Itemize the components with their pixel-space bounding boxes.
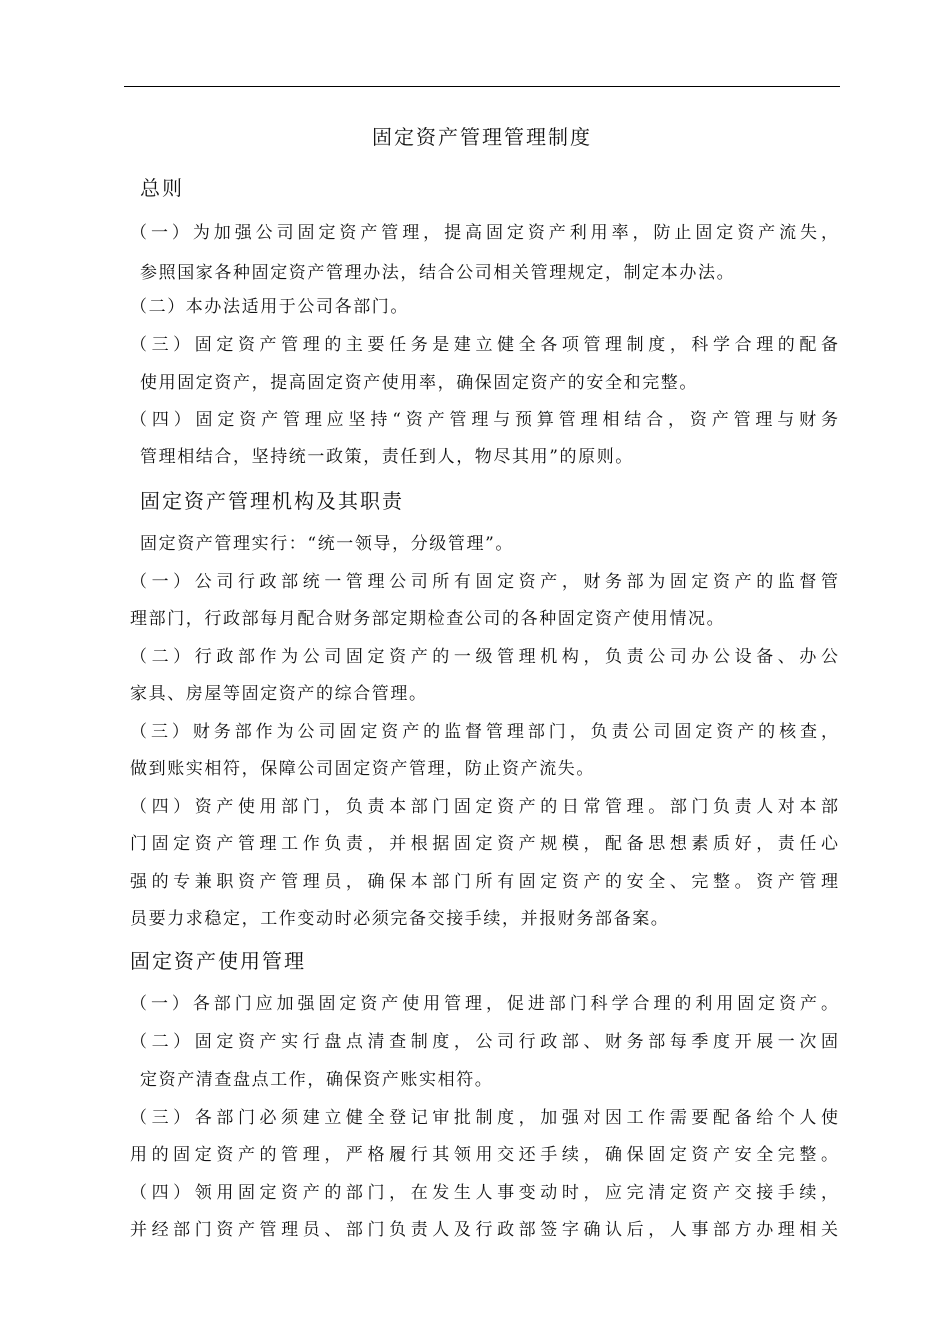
section-heading-organization: 固定资产管理机构及其职责 — [140, 489, 404, 513]
document-title: 固定资产管理管理制度 — [372, 125, 592, 149]
paragraph-line: 强的专兼职资产管理员，确保本部门所有固定资产的安全、完整。资产管理 — [130, 872, 838, 892]
paragraph-line: （二）固定资产实行盘点清查制度，公司行政部、财务部每季度开展一次固 — [130, 1032, 838, 1052]
paragraph-line: 用的固定资产的管理，严格履行其领用交还手续，确保固定资产安全完整。 — [130, 1145, 838, 1165]
section-heading-usage: 固定资产使用管理 — [130, 949, 306, 973]
paragraph-line: （四）领用固定资产的部门，在发生人事变动时，应完清定资产交接手续， — [130, 1183, 838, 1203]
paragraph-line: （一）各部门应加强固定资产使用管理，促进部门科学合理的利用固定资产。 — [130, 994, 838, 1014]
paragraph-line: （二）本办法适用于公司各部门。 — [130, 297, 409, 317]
paragraph-line: 固定资产管理实行：“统一领导，分级管理”。 — [140, 534, 514, 554]
paragraph-line: 参照国家各种固定资产管理办法，结合公司相关管理规定，制定本办法。 — [140, 263, 736, 283]
section-heading-general: 总则 — [140, 176, 184, 200]
paragraph-line: （四）固定资产管理应坚持“资产管理与预算管理相结合，资产管理与财务 — [130, 410, 838, 430]
paragraph-line: （二）行政部作为公司固定资产的一级管理机构，负责公司办公设备、办公 — [130, 647, 838, 667]
paragraph-line: 家具、房屋等固定资产的综合管理。 — [130, 684, 428, 704]
paragraph-line: 理部门，行政部每月配合财务部定期检查公司的各种固定资产使用情况。 — [130, 609, 726, 629]
paragraph-line: （三）固定资产管理的主要任务是建立健全各项管理制度，科学合理的配备 — [130, 335, 838, 355]
paragraph-line: 定资产清查盘点工作，确保资产账实相符。 — [140, 1070, 494, 1090]
paragraph-line: 并经部门资产管理员、部门负责人及行政部签字确认后，人事部方办理相关 — [130, 1220, 838, 1240]
paragraph-line: 做到账实相符，保障公司固定资产管理，防止资产流失。 — [130, 759, 595, 779]
paragraph-line: （一）公司行政部统一管理公司所有固定资产，财务部为固定资产的监督管 — [130, 572, 838, 592]
paragraph-line: （三）财务部作为公司固定资产的监督管理部门，负责公司固定资产的核查， — [130, 722, 838, 742]
paragraph-line: 员要力求稳定，工作变动时必须完备交接手续，并报财务部备案。 — [130, 909, 670, 929]
paragraph-line: （四）资产使用部门，负责本部门固定资产的日常管理。部门负责人对本部 — [130, 797, 838, 817]
paragraph-line: 使用固定资产，提高固定资产使用率，确保固定资产的安全和完整。 — [140, 373, 698, 393]
paragraph-line: 管理相结合，坚持统一政策，责任到人，物尽其用”的原则。 — [140, 447, 634, 467]
paragraph-line: 门固定资产管理工作负责，并根据固定资产规模，配备思想素质好，责任心 — [130, 834, 838, 854]
paragraph-line: （一）为加强公司固定资产管理，提高固定资产利用率，防止固定资产流失， — [130, 223, 838, 243]
header-rule — [124, 86, 840, 87]
paragraph-line: （三）各部门必须建立健全登记审批制度，加强对因工作需要配备给个人使 — [130, 1108, 838, 1128]
